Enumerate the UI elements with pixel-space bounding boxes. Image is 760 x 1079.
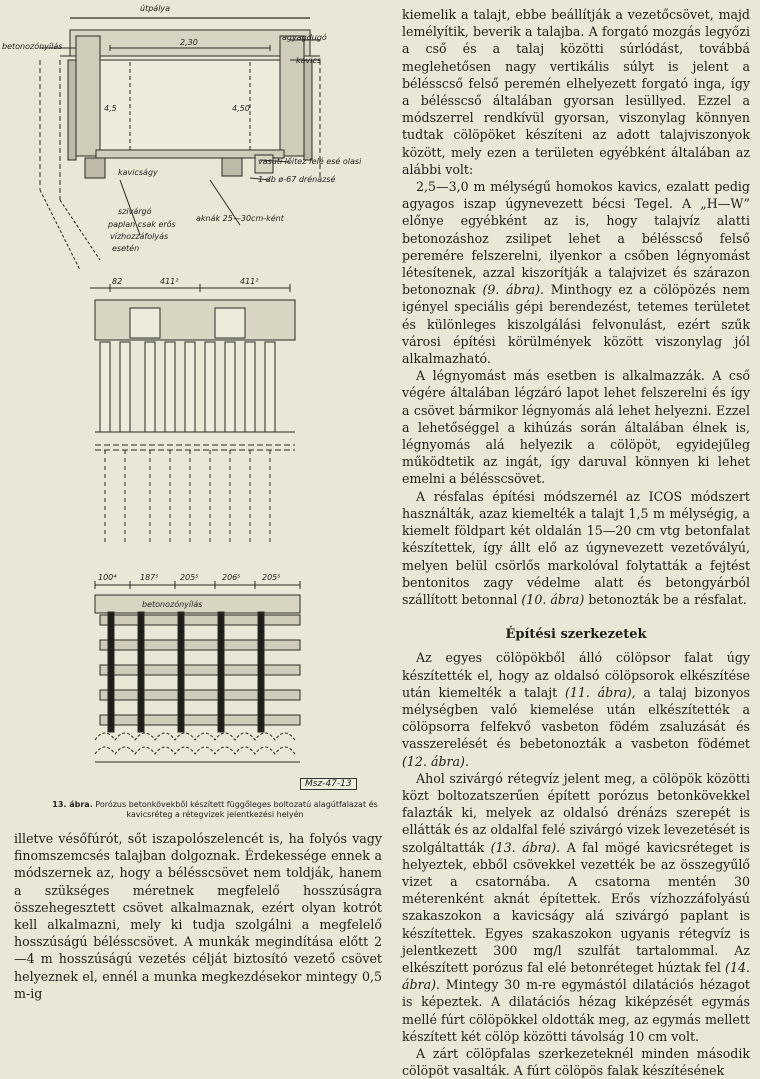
figure-reference: (12. ábra). bbox=[402, 753, 469, 769]
dim-label: 4,5 bbox=[104, 104, 117, 113]
paragraph bbox=[402, 649, 750, 769]
label-agyagdugo: agyagdugó bbox=[282, 33, 327, 42]
right-column bbox=[402, 6, 750, 1079]
label-drenazs: 1 db ø-67 drénazsé bbox=[258, 175, 336, 184]
paragraph: kiemelik a talajt, ebbe beállítják a vezetőcsövet, majd lemélyítik, beverik a talajba. A forgató mozgás legyőzi a cső és a talaj közötti súrlódást, továbbá meglehetősen nagy vertikális súlyt is jelent a bélésscső felső peremén elhelyezett forgató inga, így a bélésscső általában gyorsan lesüllyed. Ezzel a módszerrel rendkívül gyorsan, viszonylag könnyen tudtak cölöpöket készíteni az adott talajviszonyok között, mely ezen a területen egyébként általában az alábbi volt: bbox=[402, 7, 750, 177]
paragraph: illetve vésőfúrót, sőt iszapolószelencét is, ha folyós vagy finomszemcsés talajban dolgoznak. Érdekessége ennek a módszernek az, hogy a bélésscsövet nem toldják, hanem a szükséges méretnek megfelelő hosszúságra összehegesztett csövet alkalmaznak, ezért olyan kotrót kell alkalmazni, mely ki tudja szolgálni a megfelelő hosszúságú bélésscsövet. A munkák megindítása előtt 2—4 m hosszúságú vezetés célját biztosító vezető csövet helyeznek el, ennél a munka megkezdésekor mintegy 0,5 m-ig bbox=[14, 831, 382, 1001]
dim-label: 411² bbox=[160, 277, 179, 286]
label-vasuti: vasúti lőitez felé esé olasi bbox=[258, 157, 362, 166]
dim-label: 411² bbox=[240, 277, 259, 286]
paragraph bbox=[402, 488, 750, 608]
dim-label: 205⁵ bbox=[180, 573, 199, 582]
label-aknak: aknák 25—30cm-ként bbox=[196, 214, 284, 223]
text-span: betonozták be a résfalat. bbox=[588, 591, 747, 607]
figure-reference: (10. ábra) bbox=[521, 591, 585, 607]
dim-label: 82 bbox=[112, 277, 123, 286]
text-span: A résfalas építési módszernél az ICOS módszert használták, azaz kiemelték a talajt 1,5 m mélységig, a kiemelt földpart két oldalán 15—20 cm vtg betonfalat készítettek, így állt elő az úgynevezett vezetővályú, melyen belül csörlős markolóval folytatták a fejtést bentonitos zagy védelme alatt és betongyárból szállított betonnal bbox=[402, 488, 750, 607]
label-kavics: kavics bbox=[296, 56, 322, 65]
paragraph: A légnyomást más esetben is alkalmazzák. A cső végére általában légzáró lapot lehet felszerelni és így a csövet bármikor légnyomás alá lehet helyezni. Ezzel a lehetőséggel a kihúzás során általában élnek is, légnyomás alá helyezik a cölöpöt, egyidejűleg működtetik az ingát, így daruval könnyen ki lehet emelni a bélésscsövet. bbox=[402, 368, 750, 487]
figure-reference: (9. ábra). bbox=[482, 282, 545, 298]
label-paplan: paplan csak erős bbox=[108, 220, 176, 229]
text-span: Minthogy ez a cölöpözés nem igényel speciális gépi berendezést, tetemes területet és különleges kiszolgálási felvonulást, ezért szűk városi építési körülmények között viszonylag jól alkalmazható. bbox=[402, 282, 750, 367]
figure-reference: (11. ábra), bbox=[564, 684, 636, 700]
label-utpalya: útpálya bbox=[140, 4, 171, 13]
figure-13 bbox=[0, 0, 390, 790]
text-span: Mintegy 30 m-re egymástól dilatációs hézagot is képeztek. A dilatációs hézag kiképzését egymás mellé fúrt cölöpökkel oldották meg, az egymás mellett készített két cölöp közötti távolság 10 cm volt. bbox=[402, 977, 750, 1044]
dim-label: 2,30 bbox=[180, 38, 198, 47]
dim-label: 4,50 bbox=[232, 104, 250, 113]
label-vizhozzafolyas: vízhozzáfolyás bbox=[110, 232, 169, 241]
paragraph: A zárt cölöpfalas szerkezeteknél minden második cölöpöt vasalták. A fúrt cölöpös falak készítésének bbox=[402, 1045, 750, 1079]
dim-label: 205⁵ bbox=[262, 573, 281, 582]
text-span: Ahol szivárgó rétegvíz jelent meg, a cölöpök közötti közt boltozatszerűen épített porózus betonkövekkel falazták ki, melyek az oldalsó drénázs szerepét is ellátták és az oldalfal felé szivárgó vizek levezetését is szolgáltatták bbox=[402, 770, 750, 855]
paragraph bbox=[402, 178, 750, 367]
text-span: 2,5—3,0 m mélységű homokos kavics, ezalatt pedig agyagos iszap úgynevezett bécsi Tegel. A „H—W” előnye egyébként az is, hogy talajvíz alatti betonozáshoz zsilipet lehet a bélésscső felső peremére felszerelni, ilyenkor a csőben légnyomást létesítenek, azzal kiszorítják a talajvizet és szárazon betonoznak bbox=[402, 179, 750, 298]
figure-reference: (14. ábra). bbox=[402, 959, 750, 993]
label-eseten: esetén bbox=[112, 244, 140, 253]
dim-label: 100⁴ bbox=[98, 573, 117, 582]
caption-text: Porózus betonkövekből készített függőleges boltozatú alagútfalazat és kavicsréteg a rétegvizek jelentkezési helyén bbox=[95, 800, 378, 819]
figure-caption bbox=[50, 800, 380, 820]
text-span: A fal mögé kavicsréteget is helyeztek, ebből csövekkel vezették be az összegyűlő vizet a csatornába. A csatorna mentén 30 méterenként aknát építettek. Erős vízhozzáfolyású szakaszokon a kavicságy alá szivárgó paplant is készítettek. Egyes szakaszokon ugyanis rétegvíz is jelentkezett 300 mg/l szulfát tartalommal. Az elkészített porózus fal elé betonréteget húztak fel bbox=[402, 839, 750, 975]
label-szivargo: szivárgó bbox=[118, 207, 152, 216]
left-column bbox=[0, 0, 390, 1000]
technical-drawing bbox=[0, 0, 390, 790]
label-kavicsagy: kavicságy bbox=[118, 168, 158, 177]
label-betonozonyilas-2: betonozónyílás bbox=[142, 600, 203, 609]
text-span: a talaj bizonyos mélységben való kiemelése után elkészítették a cölöpsorra felfekvő vasbeton födém zsaluzását és vasszerelését és bebetonozták a vasbeton födémet bbox=[402, 684, 750, 752]
left-body-text bbox=[14, 830, 382, 1002]
label-betonozonyilas: betonozónyílás bbox=[2, 42, 63, 51]
caption-number: 13. ábra. bbox=[52, 800, 93, 809]
text-span: Az egyes cölöpökből álló cölöpsor falat úgy készítették el, hogy az oldalsó cölöpsorok elkészítése után kiemelték a talajt bbox=[402, 650, 750, 700]
figure-reference: (13. ábra). bbox=[490, 839, 561, 855]
dim-label: 206⁵ bbox=[222, 573, 241, 582]
figure-code: Msz-47-13 bbox=[300, 778, 357, 790]
section-heading: Építési szerkezetek bbox=[505, 627, 647, 643]
dim-label: 187⁵ bbox=[140, 573, 159, 582]
paragraph bbox=[402, 770, 750, 1045]
